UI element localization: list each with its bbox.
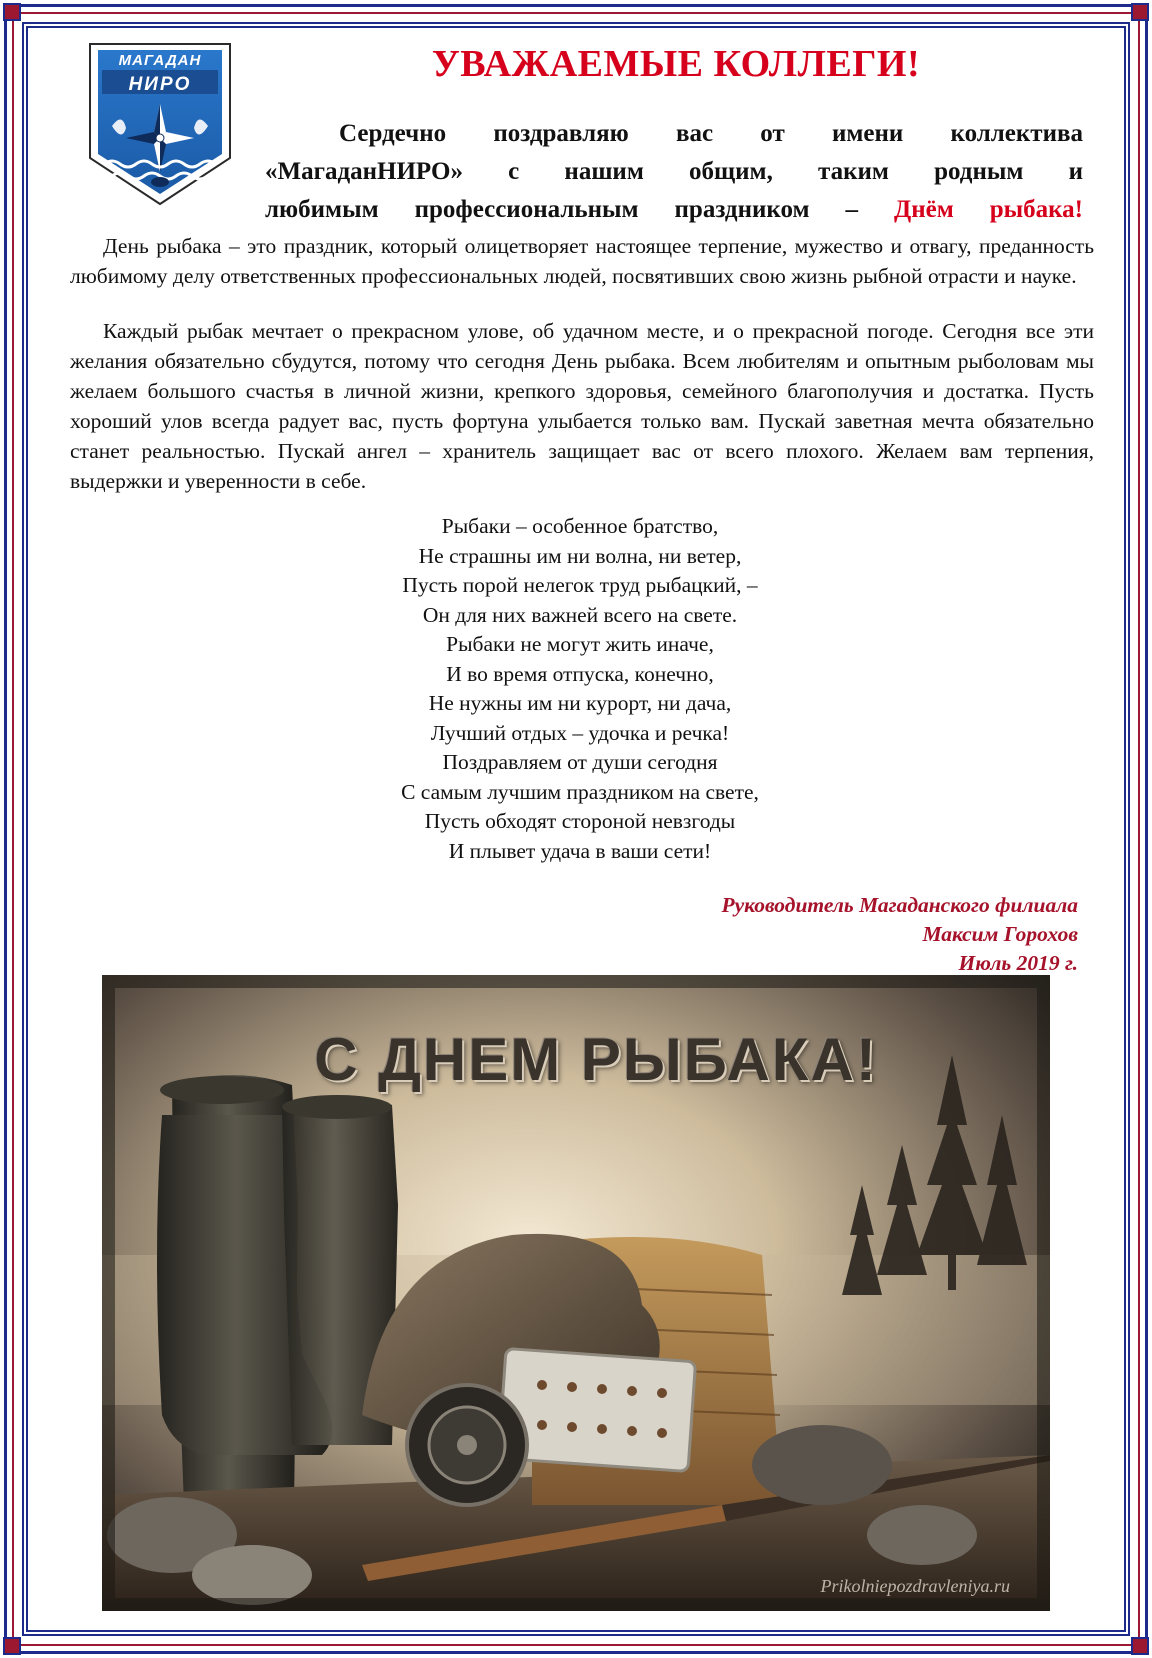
page-title: УВАЖАЕМЫЕ КОЛЛЕГИ! [431, 43, 921, 85]
poem-line: С самым лучшим праздником на свете, [401, 779, 759, 804]
frame-corner-ornament [3, 3, 21, 21]
body-paragraph-1: День рыбака – это праздник, который олицетворяет настоящее терпение, мужество и отвагу, преданность любимому делу ответственных профессиональных людей, посвятивших свою жизнь рыбной отрасти и науке. [70, 234, 1094, 288]
poem-line: Не страшны им ни волна, ни ветер, [418, 543, 742, 568]
poem-line: И во время отпуска, конечно, [446, 661, 714, 686]
greeting-block [265, 115, 1083, 229]
greeting-highlight: Днём рыбака! [894, 196, 1083, 223]
magadanniro-logo [86, 40, 234, 208]
poem-line: Он для них важней всего на свете. [422, 602, 738, 627]
poem-line: Рыбаки – особенное братство, [441, 514, 719, 538]
poem-line: И плывет удача в ваши сети! [448, 838, 712, 863]
poem [240, 512, 920, 866]
signature-position: Руководитель Магаданского филиала [721, 893, 1078, 917]
frame-corner-ornament [1131, 1637, 1149, 1655]
poem-line: Пусть обходят стороной невзгоды [424, 809, 736, 833]
signature-date: Июль 2019 г. [958, 951, 1078, 975]
illustration-watermark: Prikolniepozdravleniya.ru [820, 1576, 1010, 1596]
logo-text-niro: НИРО [128, 74, 192, 95]
poem-line: Лучший отдых – удочка и речка! [430, 720, 730, 745]
greeting-line-text: любимым профессиональным праздником – [265, 196, 858, 223]
poem-line: Пусть порой нелегок труд рыбацкий, – [402, 573, 758, 597]
signature-block [721, 891, 1078, 978]
signature-name: Максим Горохов [922, 922, 1078, 946]
greeting-line: Сердечно поздравляю вас от имени коллектива [339, 120, 1083, 147]
poem-line: Не нужны им ни курорт, ни дача, [428, 691, 732, 715]
frame-corner-ornament [3, 1637, 21, 1655]
greeting-line: «МагаданНИРО» с нашим общим, таким родным и [265, 158, 1083, 185]
poem-line: Рыбаки не могут жить иначе, [446, 632, 714, 656]
greeting-line-last [265, 191, 1083, 229]
body-paragraph-2: Каждый рыбак мечтает о прекрасном улове, об удачном месте, и о прекрасной погоде. Сегодня все эти желания обязательно сбудутся, потому что сегодня День рыбака. Всем любителям и опытным рыболовам мы желаем большого счастья в личной жизни, крепкого здоровья, семейного благополучия и достатка. Пусть хороший улов всегда радует вас, пусть фортуна улыбается только вам. Пускай заветная мечта обязательно станет реальностью. Пускай ангел – хранитель защищает вас от всего плохого. Желаем вам терпения, выдержки и уверенности в себе. [70, 319, 1094, 493]
poem-line: Поздравляем от души сегодня [442, 750, 718, 774]
frame-corner-ornament [1131, 3, 1149, 21]
illustration-title: С ДНЕМ РЫБАКА! [314, 1026, 878, 1093]
fishing-day-illustration [102, 975, 1050, 1611]
logo-text-magadan: МАГАДАН [118, 52, 202, 69]
